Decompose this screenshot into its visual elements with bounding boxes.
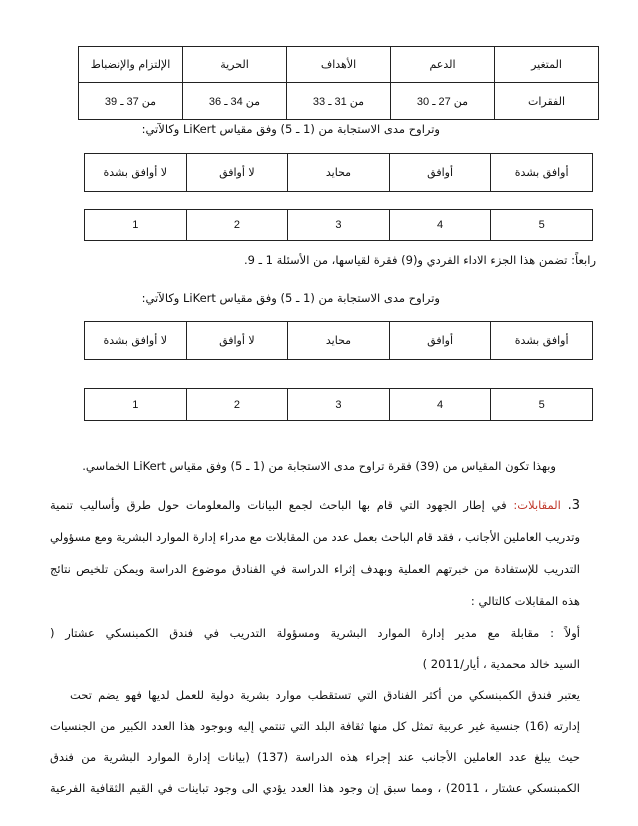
scale-intro-1: وتراوح مدى الاستجابة من (1 ـ 5) وفق مقياس LiKert وكالآتي: [141, 122, 440, 136]
table-header-cell: الإلتزام والإنضباط [79, 47, 183, 83]
scale-labels-table-2 [84, 321, 593, 360]
fourth-item: رابعاً: تضمن هذا الجزء الاداء الفردي و(9) فقرة لقياسها، من الأسئلة 1 ـ 9. [243, 253, 596, 267]
paragraph-line-1: يعتبر فندق الكمبنسكي من أكثر الفنادق التي تستقطب موارد بشرية دولية للعمل لديها فهو يضم تحت [70, 688, 580, 702]
variables-table-header-row [79, 47, 599, 83]
scale-labels-table-1 [84, 153, 593, 192]
table-cell: من 27 ـ 30 [391, 83, 495, 120]
scale-label-cell: لا أوافق بشدة [85, 154, 187, 192]
table-row [85, 389, 593, 421]
scale-label-cell: أوافق بشدة [491, 154, 593, 192]
interviews-text-1: في إطار الجهود التي قام بها الباحث لجمع البيانات والمعلومات حول طرق وأساليب تنمية [50, 498, 507, 512]
scale-label-cell: محايد [288, 322, 390, 360]
scale-score-cell: 5 [491, 210, 593, 241]
interviews-text-3: التدريب للإستفادة من خبرتهم العملية وبهدف إثراء الدراسة في الفنادق موضوع الدراسة ويمكن تلخيص نتائج [50, 562, 580, 576]
scale-score-cell: 1 [85, 210, 187, 241]
first-interview-line: أولاً : مقابلة مع مدير إدارة الموارد البشرية ومسؤولة التدريب في فندق الكمبنسكي عشتار ( [50, 626, 580, 640]
interviews-first-line [50, 497, 580, 514]
scale-score-cell: 2 [186, 210, 288, 241]
variables-table [78, 46, 599, 120]
scale-label-cell: أوافق بشدة [491, 322, 593, 360]
scale-label-cell: لا أوافق [186, 154, 288, 192]
scale-summary: وبهذا تكون المقياس من (39) فقرة تراوح مدى الاستجابة من (1 ـ 5) وفق مقياس LiKert الخماسي. [82, 459, 556, 473]
interviews-heading: المقابلات: [513, 498, 561, 512]
paragraph-line-2: إدارته (16) جنسية غير عربية تمثل كل منها ثقافة البلد التي تنتمي إليه وبوجود هذا العدد الكبير من الجنسيات [50, 719, 580, 733]
first-interview-source: السيد خالد محمدية ، أيار/2011 ) [422, 657, 580, 671]
scale-label-cell: محايد [288, 154, 390, 192]
scale-scores-table-2 [84, 388, 593, 421]
table-row [85, 154, 593, 192]
scale-score-cell: 4 [389, 210, 491, 241]
table-cell: الفقرات [495, 83, 599, 120]
section-number: 3. [567, 498, 580, 513]
table-cell: من 34 ـ 36 [183, 83, 287, 120]
interviews-text-2: وتدريب العاملين الأجانب ، فقد قام الباحث بعمل عدد من المقابلات مع مدراء إدارة الموارد البشرية ومع مسؤولي [50, 530, 580, 544]
scale-score-cell: 5 [491, 389, 593, 421]
table-header-cell: الأهداف [287, 47, 391, 83]
table-row [85, 322, 593, 360]
table-cell: من 31 ـ 33 [287, 83, 391, 120]
scale-label-cell: لا أوافق بشدة [85, 322, 187, 360]
table-cell: من 37 ـ 39 [79, 83, 183, 120]
scale-label-cell: أوافق [389, 322, 491, 360]
table-header-cell: الدعم [391, 47, 495, 83]
scale-label-cell: أوافق [389, 154, 491, 192]
scale-scores-table-1 [84, 209, 593, 241]
table-row [85, 210, 593, 241]
scale-score-cell: 2 [186, 389, 288, 421]
table-header-cell: الحرية [183, 47, 287, 83]
scale-score-cell: 3 [288, 389, 390, 421]
scale-score-cell: 4 [389, 389, 491, 421]
interviews-text-4: هذه المقابلات كالتالي : [470, 594, 580, 608]
scale-score-cell: 1 [85, 389, 187, 421]
scale-label-cell: لا أوافق [186, 322, 288, 360]
paragraph-line-3: حيث يبلغ عدد العاملين الأجانب عند إجراء هذه الدراسة (137) (بيانات إدارة الموارد البشرية من فندق [50, 750, 580, 764]
paragraph-line-4: الكمبنسكي عشتار ، 2011) ، ومما سبق إن وجود هذا العدد يؤدي الى وجود تباينات في القيم الثقافية الفرعية [50, 781, 581, 795]
scale-score-cell: 3 [288, 210, 390, 241]
table-header-cell: المتغير [495, 47, 599, 83]
scale-intro-2: وتراوح مدى الاستجابة من (1 ـ 5) وفق مقياس LiKert وكالآتي: [141, 291, 440, 305]
table-row [79, 83, 599, 120]
